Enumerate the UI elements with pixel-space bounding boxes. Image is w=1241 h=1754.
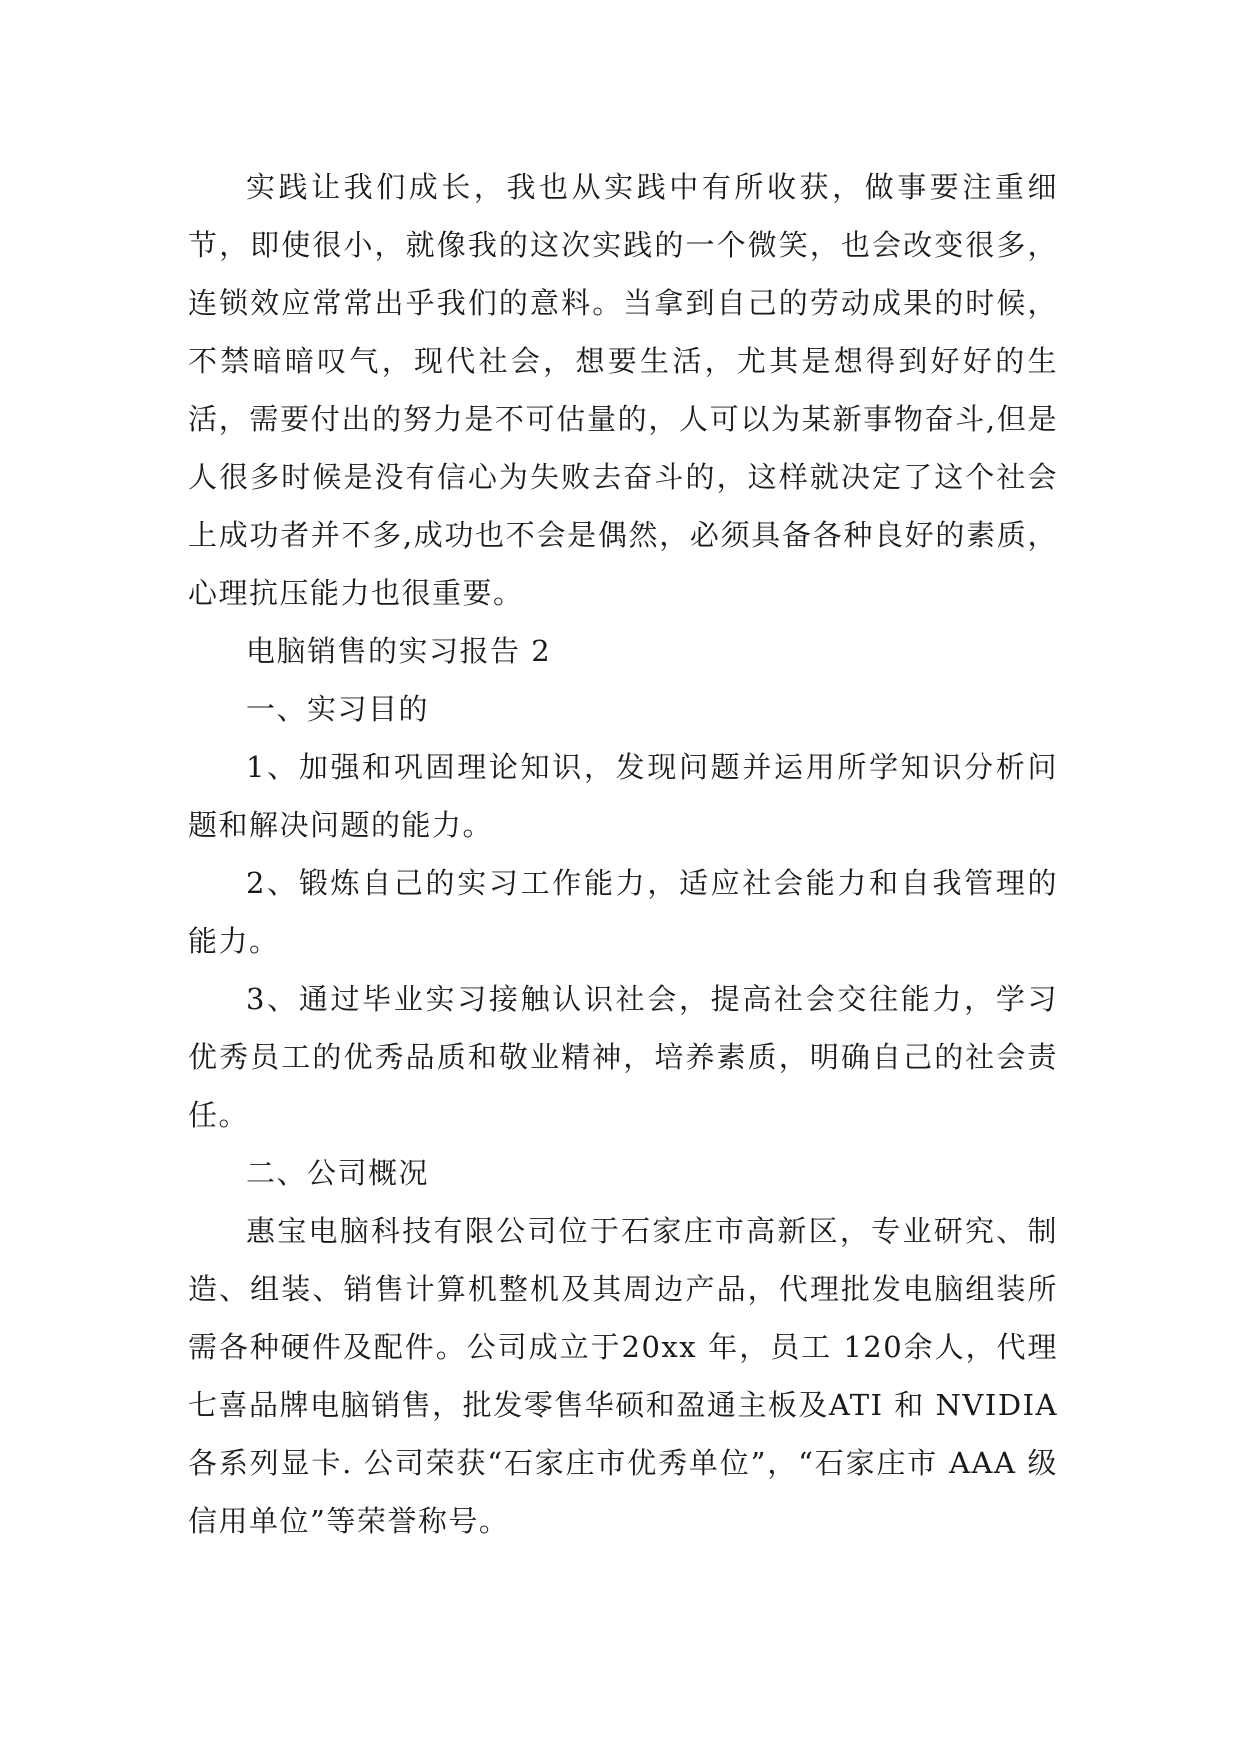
document-body	[188, 158, 1058, 1550]
purpose-item-2: 2、锻炼自己的实习工作能力，适应社会能力和自我管理的能力。	[188, 866, 1058, 958]
company-overview-paragraph: 惠宝电脑科技有限公司位于石家庄市高新区，专业研究、制造、组装、销售计算机整机及其周边产品，代理批发电脑组装所需各种硬件及配件。公司成立于20xx 年，员工 120余人，代理七喜品牌电脑销售，批发零售华硕和盈通主板及ATI 和 NVIDIA 各系列显卡. 公司荣获“石家庄市优秀单位”，“石家庄市 AAA 级信用单位”等荣誉称号。	[188, 1214, 1058, 1538]
purpose-item-3: 3、通过毕业实习接触认识社会，提高社会交往能力，学习优秀员工的优秀品质和敬业精神，培养素质，明确自己的社会责任。	[188, 982, 1058, 1132]
section-heading-company-overview: 二、公司概况	[246, 1156, 430, 1190]
purpose-item-1: 1、加强和巩固理论知识，发现问题并运用所学知识分析问题和解决问题的能力。	[188, 750, 1058, 842]
section-heading-internship-purpose: 一、实习目的	[246, 692, 430, 726]
paragraph-practice-reflection: 实践让我们成长，我也从实践中有所收获，做事要注重细节，即使很小，就像我的这次实践的一个微笑，也会改变很多，连锁效应常常出乎我们的意料。当拿到自己的劳动成果的时候，不禁暗暗叹气，现代社会，想要生活，尤其是想得到好好的生活，需要付出的努力是不可估量的，人可以为某新事物奋斗,但是人很多时候是没有信心为失败去奋斗的，这样就决定了这个社会上成功者并不多,成功也不会是偶然，必须具备各种良好的素质，心理抗压能力也很重要。	[188, 170, 1058, 610]
report-title: 电脑销售的实习报告 2	[246, 634, 552, 668]
